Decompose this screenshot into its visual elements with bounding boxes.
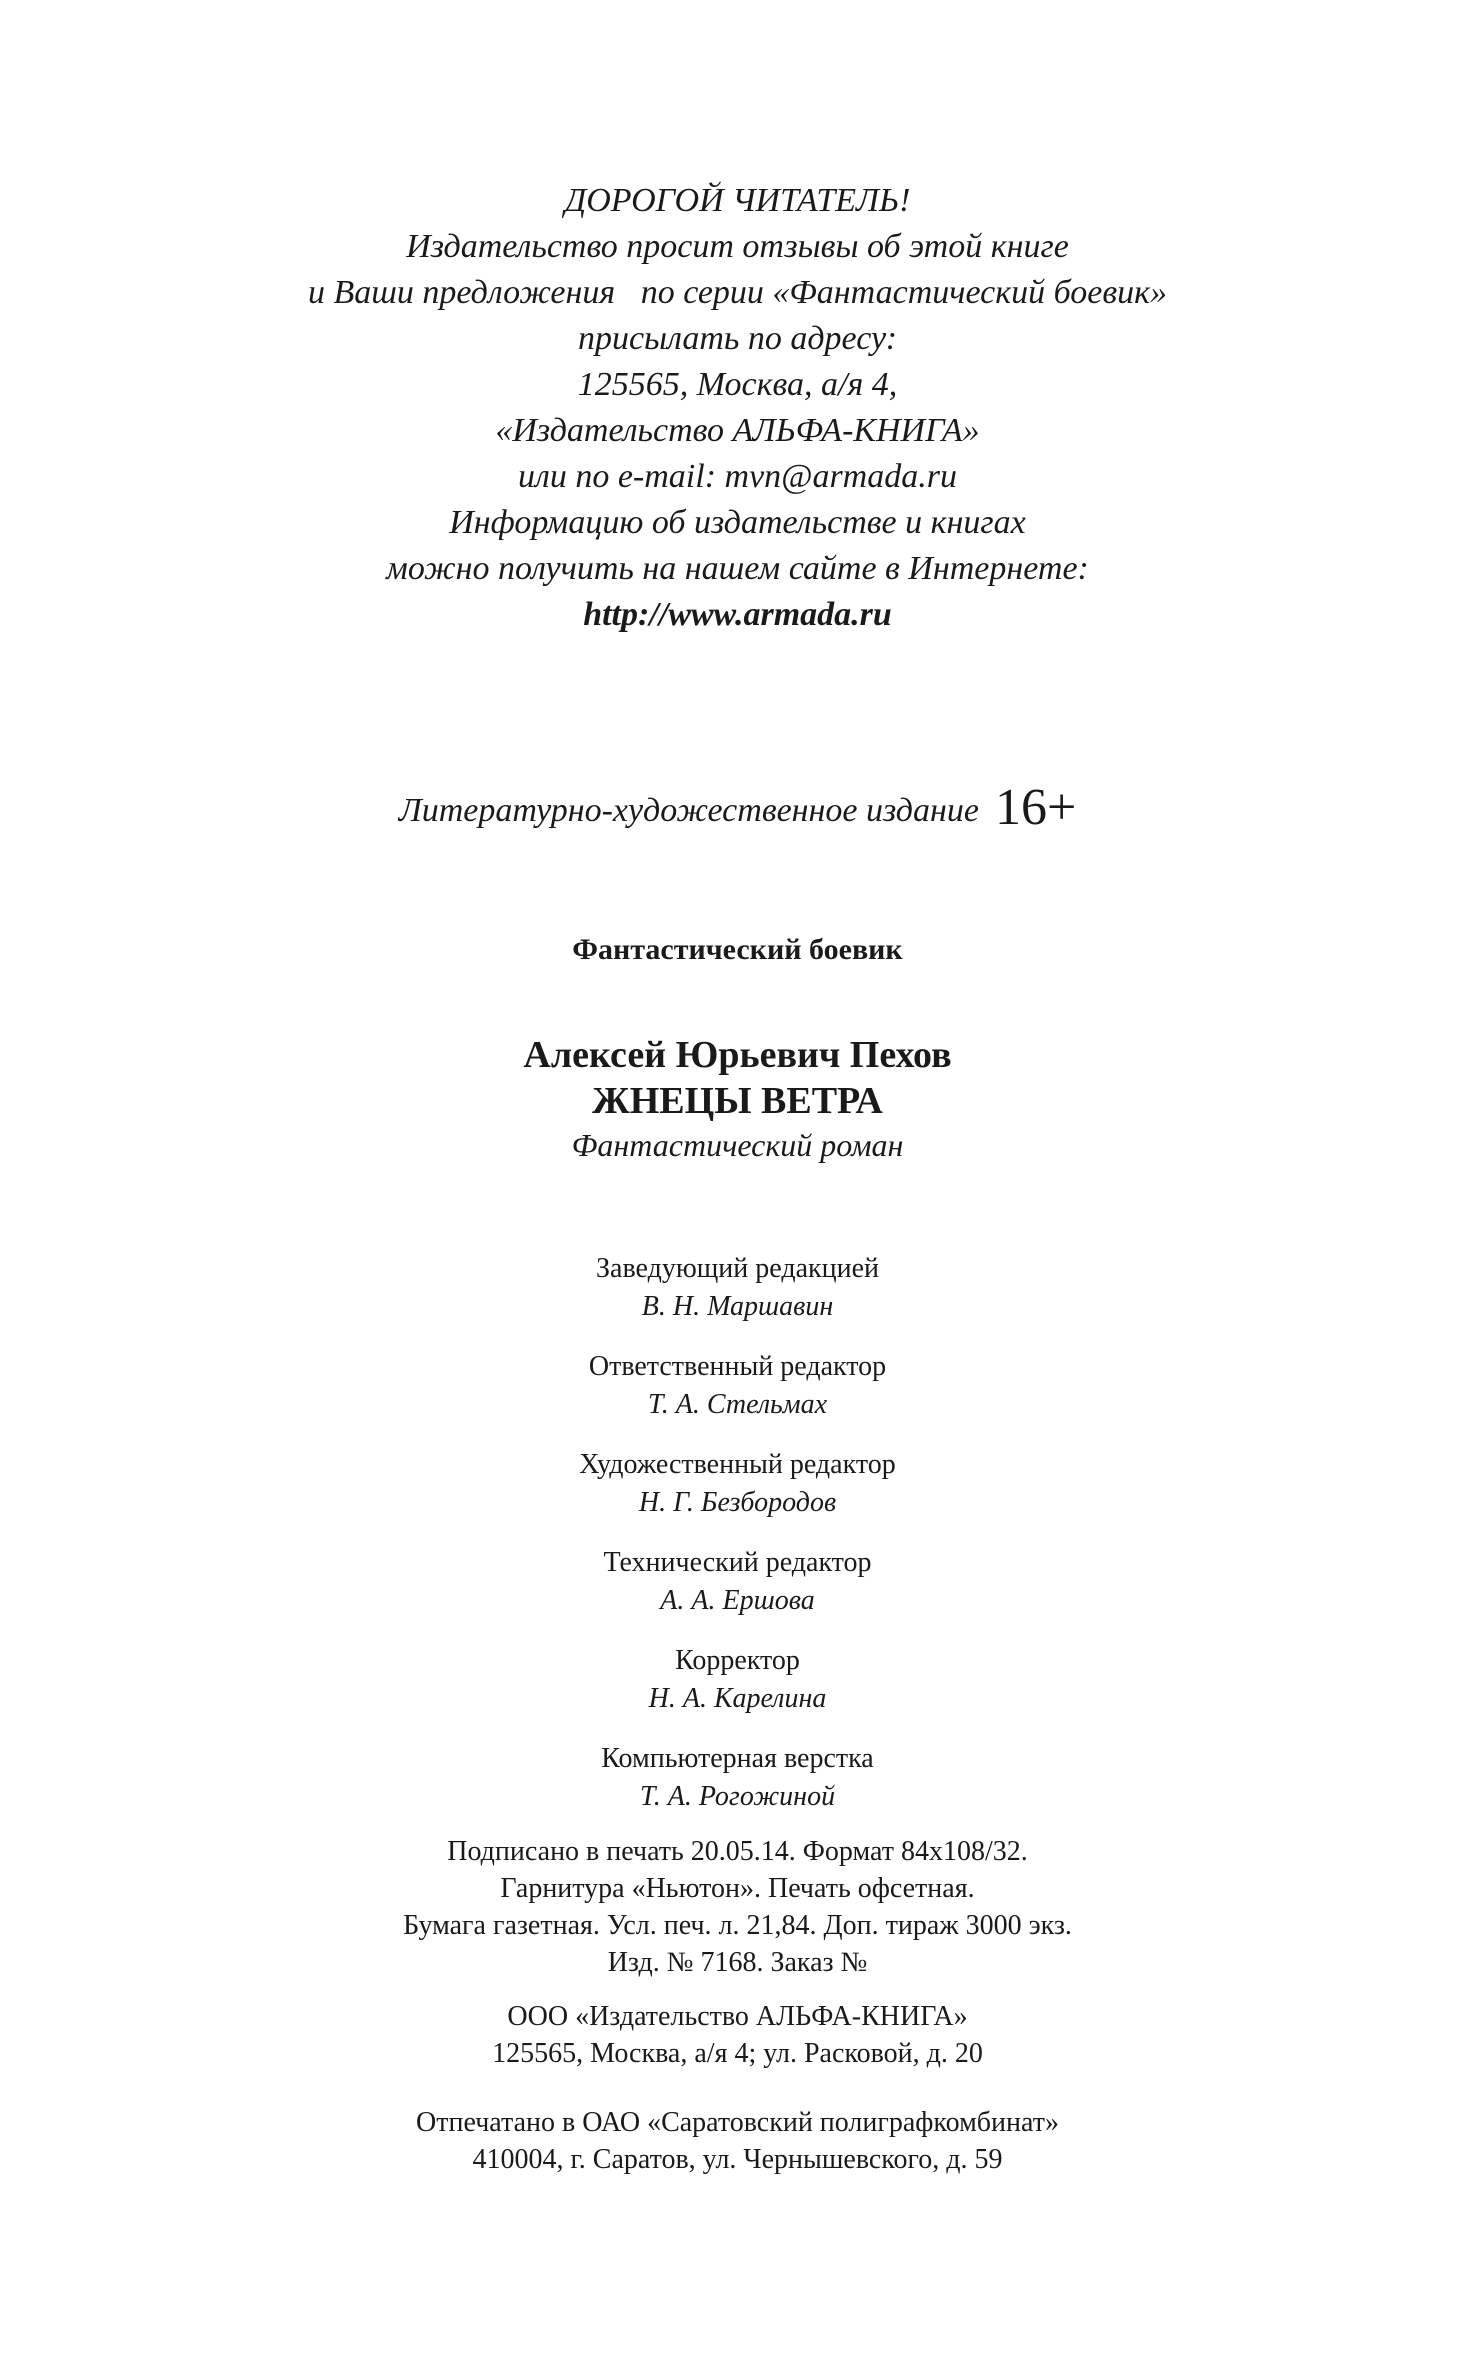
reader-notice-line: и Ваши предложения по серии «Фантастический боевик»	[307, 274, 1168, 311]
credit-item	[0, 1544, 1475, 1620]
reader-notice-line: присылать по адресу:	[577, 320, 898, 357]
print-details-line: Гарнитура «Ньютон». Печать офсетная.	[500, 1873, 975, 1904]
print-details-line: Изд. № 7168. Заказ №	[607, 1947, 868, 1978]
series-title: Фантастический боевик	[572, 933, 903, 966]
author-name: Алексей Юрьевич Пехов	[523, 1034, 952, 1076]
credit-person: Т. А. Стельмах	[647, 1389, 828, 1420]
credit-item	[0, 1250, 1475, 1326]
reader-notice-line: можно получить на нашем сайте в Интернете:	[386, 550, 1089, 587]
reader-notice-email: или по e-mail: mvn@armada.ru	[518, 458, 957, 495]
print-details-line: Бумага газетная. Усл. печ. л. 21,84. Доп. тираж 3000 экз.	[403, 1910, 1072, 1941]
credit-person: Н. А. Карелина	[648, 1683, 827, 1714]
credits-list	[0, 1250, 1475, 1838]
edition-label: Литературно-художественное издание	[398, 792, 979, 829]
credit-person: А. А. Ершова	[660, 1585, 815, 1616]
book-title-block	[0, 1032, 1475, 1166]
credit-role: Художественный редактор	[579, 1449, 896, 1480]
credit-role: Корректор	[675, 1645, 800, 1676]
credit-role: Компьютерная верстка	[601, 1743, 874, 1774]
credit-role: Ответственный редактор	[588, 1351, 887, 1382]
print-details-line: Подписано в печать 20.05.14. Формат 84x108/32.	[447, 1836, 1028, 1867]
credit-item	[0, 1740, 1475, 1816]
reader-notice-line: Издательство просит отзывы об этой книге	[406, 228, 1069, 265]
reader-notice-publisher: «Издательство АЛЬФА-КНИГА»	[495, 412, 980, 449]
credit-item	[0, 1642, 1475, 1718]
age-rating-badge: 16+	[994, 779, 1077, 836]
reader-notice-address: 125565, Москва, а/я 4,	[577, 366, 898, 403]
credit-person: Т. А. Рогожиной	[639, 1781, 836, 1812]
credit-item	[0, 1348, 1475, 1424]
reader-notice	[0, 178, 1475, 638]
reader-notice-line: Информацию об издательстве и книгах	[449, 504, 1026, 541]
website-link[interactable]: http://www.armada.ru	[583, 596, 892, 633]
credit-item	[0, 1446, 1475, 1522]
printer-name: Отпечатано в ОАО «Саратовский полиграфкомбинат»	[416, 2107, 1059, 2138]
edition-type	[0, 778, 1475, 841]
publisher-name: ООО «Издательство АЛЬФА-КНИГА»	[507, 2001, 968, 2032]
publisher-info	[0, 1998, 1475, 2072]
publisher-address: 125565, Москва, а/я 4; ул. Расковой, д. 20	[492, 2038, 983, 2069]
printer-address: 410004, г. Саратов, ул. Чернышевского, д. 59	[472, 2144, 1003, 2175]
credit-person: Н. Г. Безбородов	[638, 1487, 837, 1518]
print-details	[0, 1833, 1475, 1981]
credit-role: Технический редактор	[603, 1547, 872, 1578]
book-genre: Фантастический роман	[571, 1127, 904, 1163]
credit-person: В. Н. Маршавин	[641, 1291, 834, 1322]
printer-info	[0, 2104, 1475, 2178]
book-title: ЖНЕЦЫ ВЕТРА	[592, 1080, 883, 1122]
reader-greeting: ДОРОГОЙ ЧИТАТЕЛЬ!	[564, 182, 911, 219]
credit-role: Заведующий редакцией	[596, 1253, 879, 1284]
